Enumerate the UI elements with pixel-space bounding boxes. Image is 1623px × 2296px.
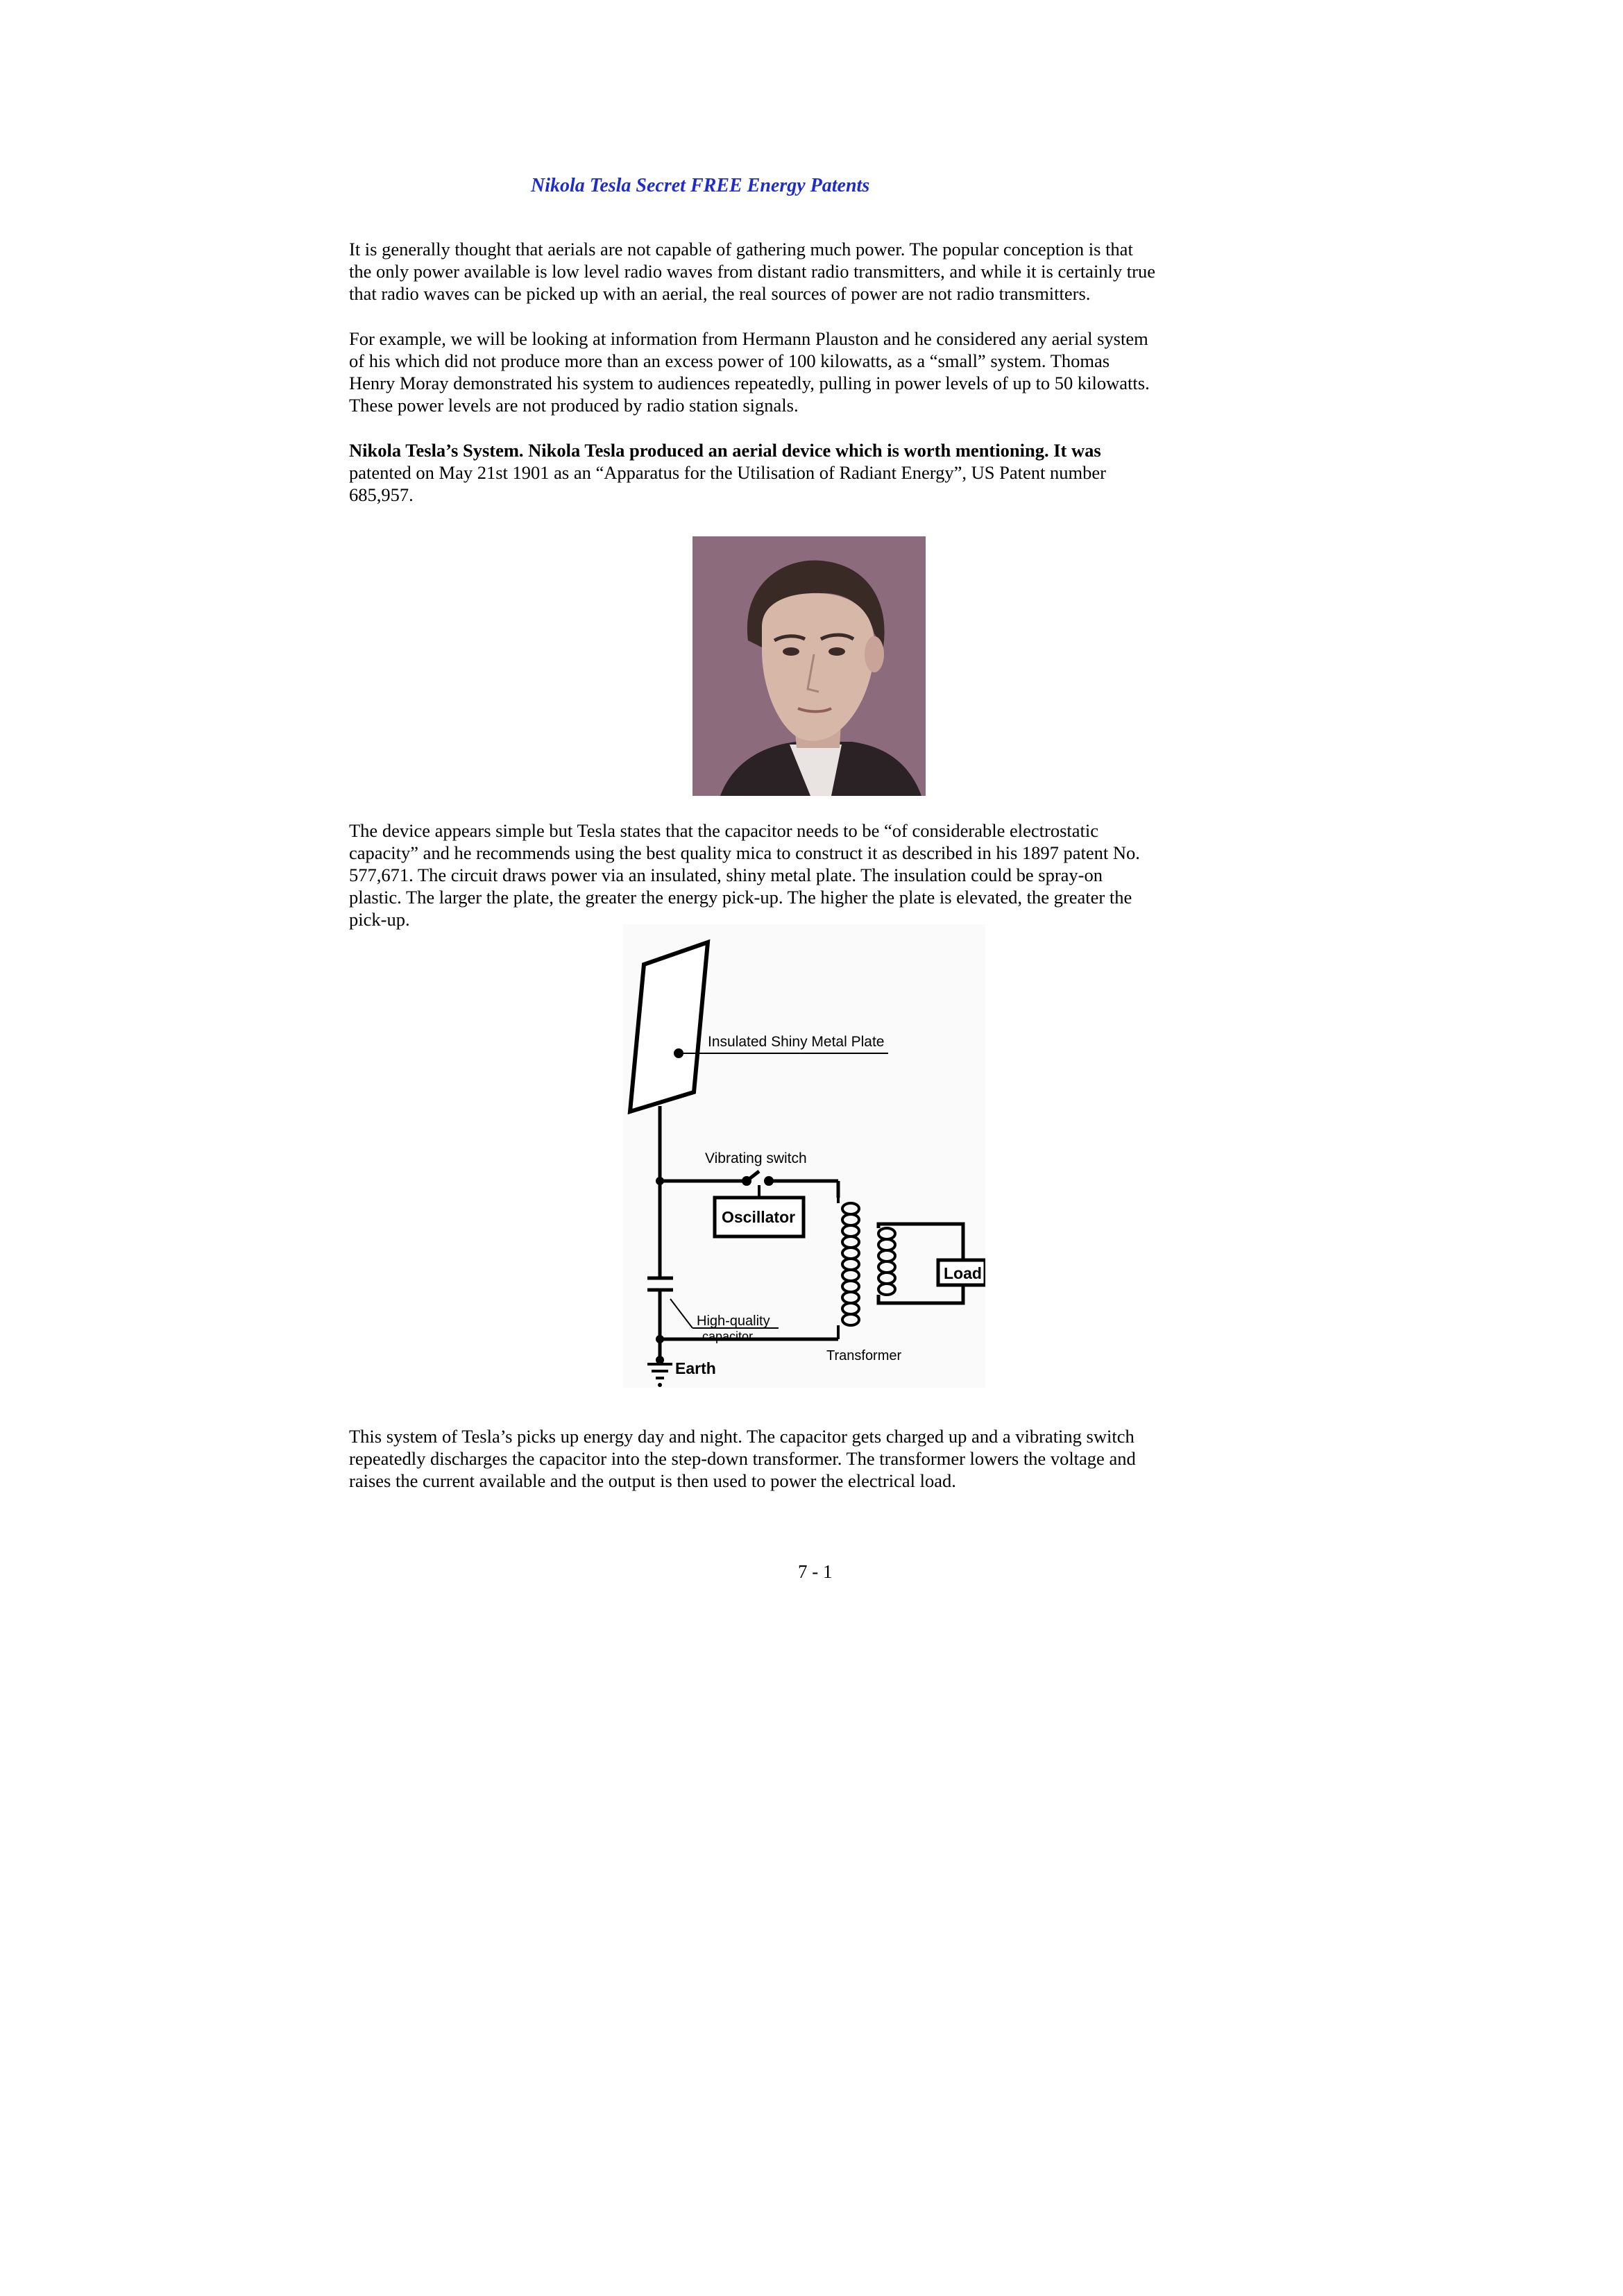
text-line: raises the current available and the output is then used to power the electrical load. xyxy=(349,1470,956,1491)
page-number: 7 - 1 xyxy=(798,1561,833,1582)
text-line: These power levels are not produced by radio station signals. xyxy=(349,395,799,416)
text-line: capacity” and he recommends using the best quality mica to construct it as described in his 1897 patent No. xyxy=(349,842,1140,863)
device-description-paragraph xyxy=(349,819,1272,930)
capacitor-label-line2: capacitor xyxy=(702,1329,754,1343)
earth-label: Earth xyxy=(675,1359,716,1377)
tesla-system-paragraph xyxy=(349,439,1272,506)
load-label: Load xyxy=(944,1264,982,1282)
text-line: This system of Tesla’s picks up energy day and night. The capacitor gets charged up and a vibrating switch xyxy=(349,1426,1135,1447)
text-line: of his which did not produce more than an excess power of 100 kilowatts, as a “small” system. Thomas xyxy=(349,350,1110,371)
text-line: that radio waves can be picked up with an aerial, the real sources of power are not radio transmitters. xyxy=(349,283,1091,304)
page-title: Nikola Tesla Secret FREE Energy Patents xyxy=(531,175,870,196)
text-line: For example, we will be looking at information from Hermann Plauston and he considered any aerial system xyxy=(349,328,1148,349)
capacitor-label-line1: High-quality xyxy=(697,1313,770,1329)
text-line: pick-up. xyxy=(349,909,410,930)
oscillator-label: Oscillator xyxy=(722,1208,796,1226)
tesla-portrait-photo xyxy=(692,536,926,796)
text-line: patented on May 21st 1901 as an “Apparatus for the Utilisation of Radiant Energy”, US Patent number xyxy=(349,462,1106,483)
circuit-diagram xyxy=(623,924,985,1388)
metal-plate-shape xyxy=(630,942,708,1112)
text-line: repeatedly discharges the capacitor into the step-down transformer. The transformer lowers the voltage and xyxy=(349,1448,1136,1469)
text-line: plastic. The larger the plate, the greater the energy pick-up. The higher the plate is elevated, the greater the xyxy=(349,887,1132,908)
switch-label: Vibrating switch xyxy=(705,1150,807,1166)
intro-paragraph xyxy=(349,238,1272,305)
transformer-secondary-coil xyxy=(878,1228,895,1295)
text-line: the only power available is low level radio waves from distant radio transmitters, and while it is certainly true xyxy=(349,261,1155,282)
section-heading-line: Nikola Tesla’s System. Nikola Tesla produced an aerial device which is worth mentioning. It was xyxy=(349,440,1101,461)
text-line: The device appears simple but Tesla states that the capacitor needs to be “of considerable electrostatic xyxy=(349,820,1099,841)
text-line: 577,671. The circuit draws power via an insulated, shiny metal plate. The insulation could be spray-on xyxy=(349,865,1103,885)
summary-paragraph xyxy=(349,1425,1272,1492)
text-line: 685,957. xyxy=(349,484,414,505)
example-paragraph xyxy=(349,328,1272,416)
transformer-label: Transformer xyxy=(826,1348,902,1363)
plate-label: Insulated Shiny Metal Plate xyxy=(708,1034,885,1050)
text-line: Henry Moray demonstrated his system to audiences repeatedly, pulling in power levels of up to 50 kilowatts. xyxy=(349,373,1150,393)
text-line: It is generally thought that aerials are not capable of gathering much power. The popular conception is that xyxy=(349,239,1133,260)
